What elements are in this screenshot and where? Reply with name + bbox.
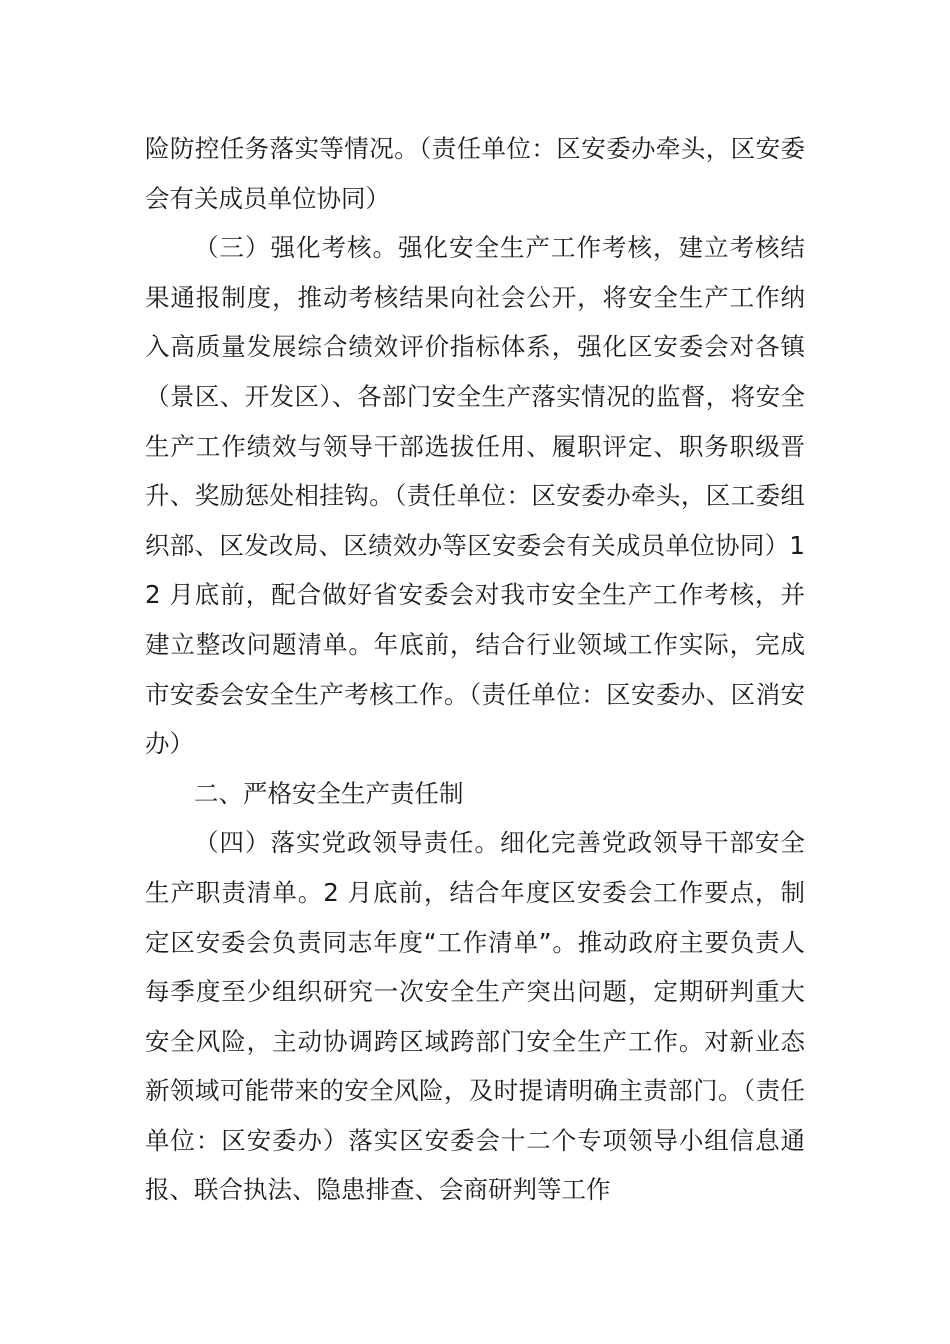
section-heading-responsibility: 二、严格安全生产责任制 bbox=[194, 778, 464, 808]
paragraph-leadership-responsibility: （四）落实党政领导责任。细化完善党政领导干部安全生产职责清单。2 月底前，结合年度区安委会工作要点，制定区安委会负责同志年度“工作清单”。推动政府主要负责人每季度至少组织研究一次安全生产突出问题，定期研判重大安全风险，主动协调跨区域跨部门安全生产工作。对新业态新领域可能带来的安全风险，及时提请明确主责部门。（责任单位：区安委办）落实区安委会十二个专项领导小组信息通报、联合执法、隐患排查、会商研判等工作 bbox=[145, 828, 805, 1205]
document-body bbox=[145, 124, 805, 1215]
paragraph-strengthen-assessment: （三）强化考核。强化安全生产工作考核，建立考核结果通报制度，推动考核结果向社会公开，将安全生产工作纳入高质量发展综合绩效评价指标体系，强化区安委会对各镇（景区、开发区）、各部门安全生产落实情况的监督，将安全生产工作绩效与领导干部选拔任用、履职评定、职务职级晋升、奖励惩处相挂钩。（责任单位：区安委办牵头，区工委组织部、区发改局、区绩效办等区安委会有关成员单位协同）12 月底前，配合做好省安委会对我市安全生产工作考核，并建立整改问题清单。年底前，结合行业领域工作实际，完成市安委会安全生产考核工作。（责任单位：区安委办、区消安办） bbox=[145, 233, 805, 759]
paragraph-continuation: 险防控任务落实等情况。（责任单位：区安委办牵头，区安委会有关成员单位协同） bbox=[145, 134, 805, 213]
